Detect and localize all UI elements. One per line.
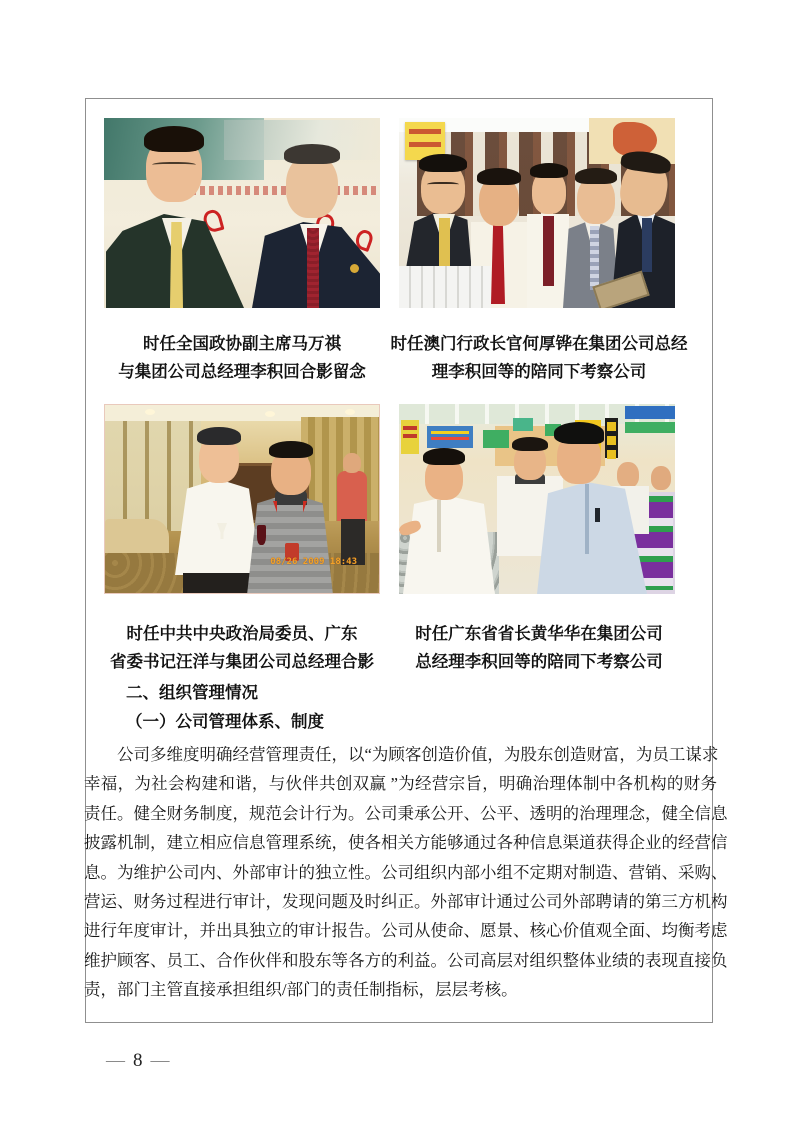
person-hair-1	[419, 154, 467, 172]
person-shirt-a	[403, 496, 495, 594]
lapel-badge	[350, 264, 359, 273]
person-trousers	[183, 573, 255, 594]
caption-line: 时任广东省省长黄华华在集团公司	[415, 624, 663, 643]
person-glasses-1	[427, 182, 459, 188]
paragraph-line: 公司多维度明确经营管理责任，以“为顾客创造价值，为股东创造财富，为员工谋求	[117, 745, 719, 764]
caption-line: 与集团公司总经理李积回合影留念	[118, 362, 366, 381]
caption-line: 总经理李积回等的陪同下考察公司	[415, 652, 663, 671]
person-hair-left	[144, 126, 204, 152]
caption-bottom-left	[87, 620, 397, 676]
photo-ma-wanqi-group	[104, 118, 380, 308]
shirt-placket-c	[585, 484, 589, 554]
section-heading-management-system: （一）公司管理体系、制度	[126, 712, 324, 731]
person-hair-4	[575, 168, 617, 184]
sign-green-strip	[625, 422, 675, 433]
page-number-value: 8	[133, 1050, 145, 1071]
body-paragraph	[84, 740, 728, 1005]
page-number	[106, 1050, 172, 1072]
caption-line: 时任澳门行政长官何厚铧在集团公司总经	[390, 334, 688, 353]
yellow-sign-text-line	[409, 142, 441, 147]
person-tie-yellow	[170, 222, 183, 308]
paragraph-line: 进行年度审计，并出具独立的审计报告。公司从使命、愿景、核心价值观全面、均衡考虑	[84, 921, 728, 941]
photo-wang-yang-banquet	[104, 404, 380, 594]
bg-head	[651, 466, 671, 490]
person-hair-wang	[197, 427, 241, 445]
sign-green	[483, 430, 509, 448]
caption-line: 时任中共中央政治局委员、广东	[126, 624, 358, 643]
sign-blue-banner	[427, 426, 473, 448]
person-hair-li	[269, 441, 313, 458]
person-shirt-white	[175, 479, 261, 575]
section-heading-organization: 二、组织管理情况	[126, 683, 258, 702]
page-number-dash: —	[106, 1050, 127, 1071]
sign-banner-text	[431, 431, 469, 434]
page-number-dash: —	[150, 1050, 172, 1071]
camera-timestamp: 08/26 2009 18:43	[270, 557, 357, 567]
yellow-sign-text-line	[409, 129, 441, 134]
ceiling-lights	[145, 409, 155, 415]
person-hair-3	[530, 163, 568, 178]
photo-huang-huahua-store	[399, 404, 675, 594]
wine-glass-red	[257, 525, 266, 545]
person-tie-5	[642, 218, 652, 272]
caption-bottom-right	[384, 620, 694, 676]
person-hair-c	[554, 422, 604, 444]
sign-blue-strip	[625, 406, 675, 419]
person-hair-right	[284, 144, 340, 164]
caption-top-left	[87, 330, 397, 386]
caption-line: 省委书记汪洋与集团公司总经理合影	[110, 652, 374, 671]
paragraph-line: 责，部门主管直接承担组织/部门的责任制指标，层层考核。	[84, 980, 518, 1000]
pocket-pen	[595, 508, 600, 522]
person-tie-4	[590, 226, 599, 290]
person-glasses-left	[152, 162, 196, 169]
caption-top-right	[384, 330, 694, 386]
person-tie-3-darkred	[543, 216, 554, 286]
person-hair-b	[512, 437, 548, 451]
paragraph-line: 责任。健全财务制度，规范会计行为。公司秉承公开、公平、透明的治理理念，健全信息	[84, 803, 728, 823]
paragraph-line: 披露机制，建立相应信息管理系统，使各相关方能够通过各种信息渠道获得企业的经营信	[84, 833, 728, 853]
shirt-placket	[437, 500, 441, 552]
buffet-table	[105, 519, 169, 553]
paragraph-line: 维护顾客、员工、合作伙伴和股东等各方的利益。公司高层对组织整体业绩的表现直接负	[84, 950, 728, 970]
bg-person-head	[343, 453, 361, 473]
sign-black-icons	[607, 422, 616, 431]
bg-head	[617, 462, 639, 488]
person-tie-2-red	[491, 224, 505, 304]
sign-teal	[513, 418, 533, 431]
paragraph-line: 幸福，为社会构建和谐，与伙伴共创双赢 ”为经营宗旨，明确治理体制中各机构的财务	[84, 774, 717, 794]
caption-line: 时任全国政协副主席马万祺	[143, 334, 341, 353]
display-rail	[399, 266, 491, 308]
sign-text-marks	[403, 426, 417, 430]
caption-line: 理李积回等的陪同下考察公司	[431, 362, 647, 381]
person-hair-2	[477, 168, 521, 185]
bg-person-red-polo	[337, 471, 367, 521]
photo-edmund-ho-inspection	[399, 118, 675, 308]
person-tie-red	[307, 228, 319, 308]
paragraph-line: 息。为维护公司内、外部审计的独立性。公司组织内部小组不定期对制造、营销、采购、	[84, 862, 728, 882]
paragraph-line: 营运、财务过程进行审计，发现问题及时纠正。外部审计通过公司外部聘请的第三方机构	[84, 891, 728, 911]
person-hair-a	[423, 448, 465, 465]
